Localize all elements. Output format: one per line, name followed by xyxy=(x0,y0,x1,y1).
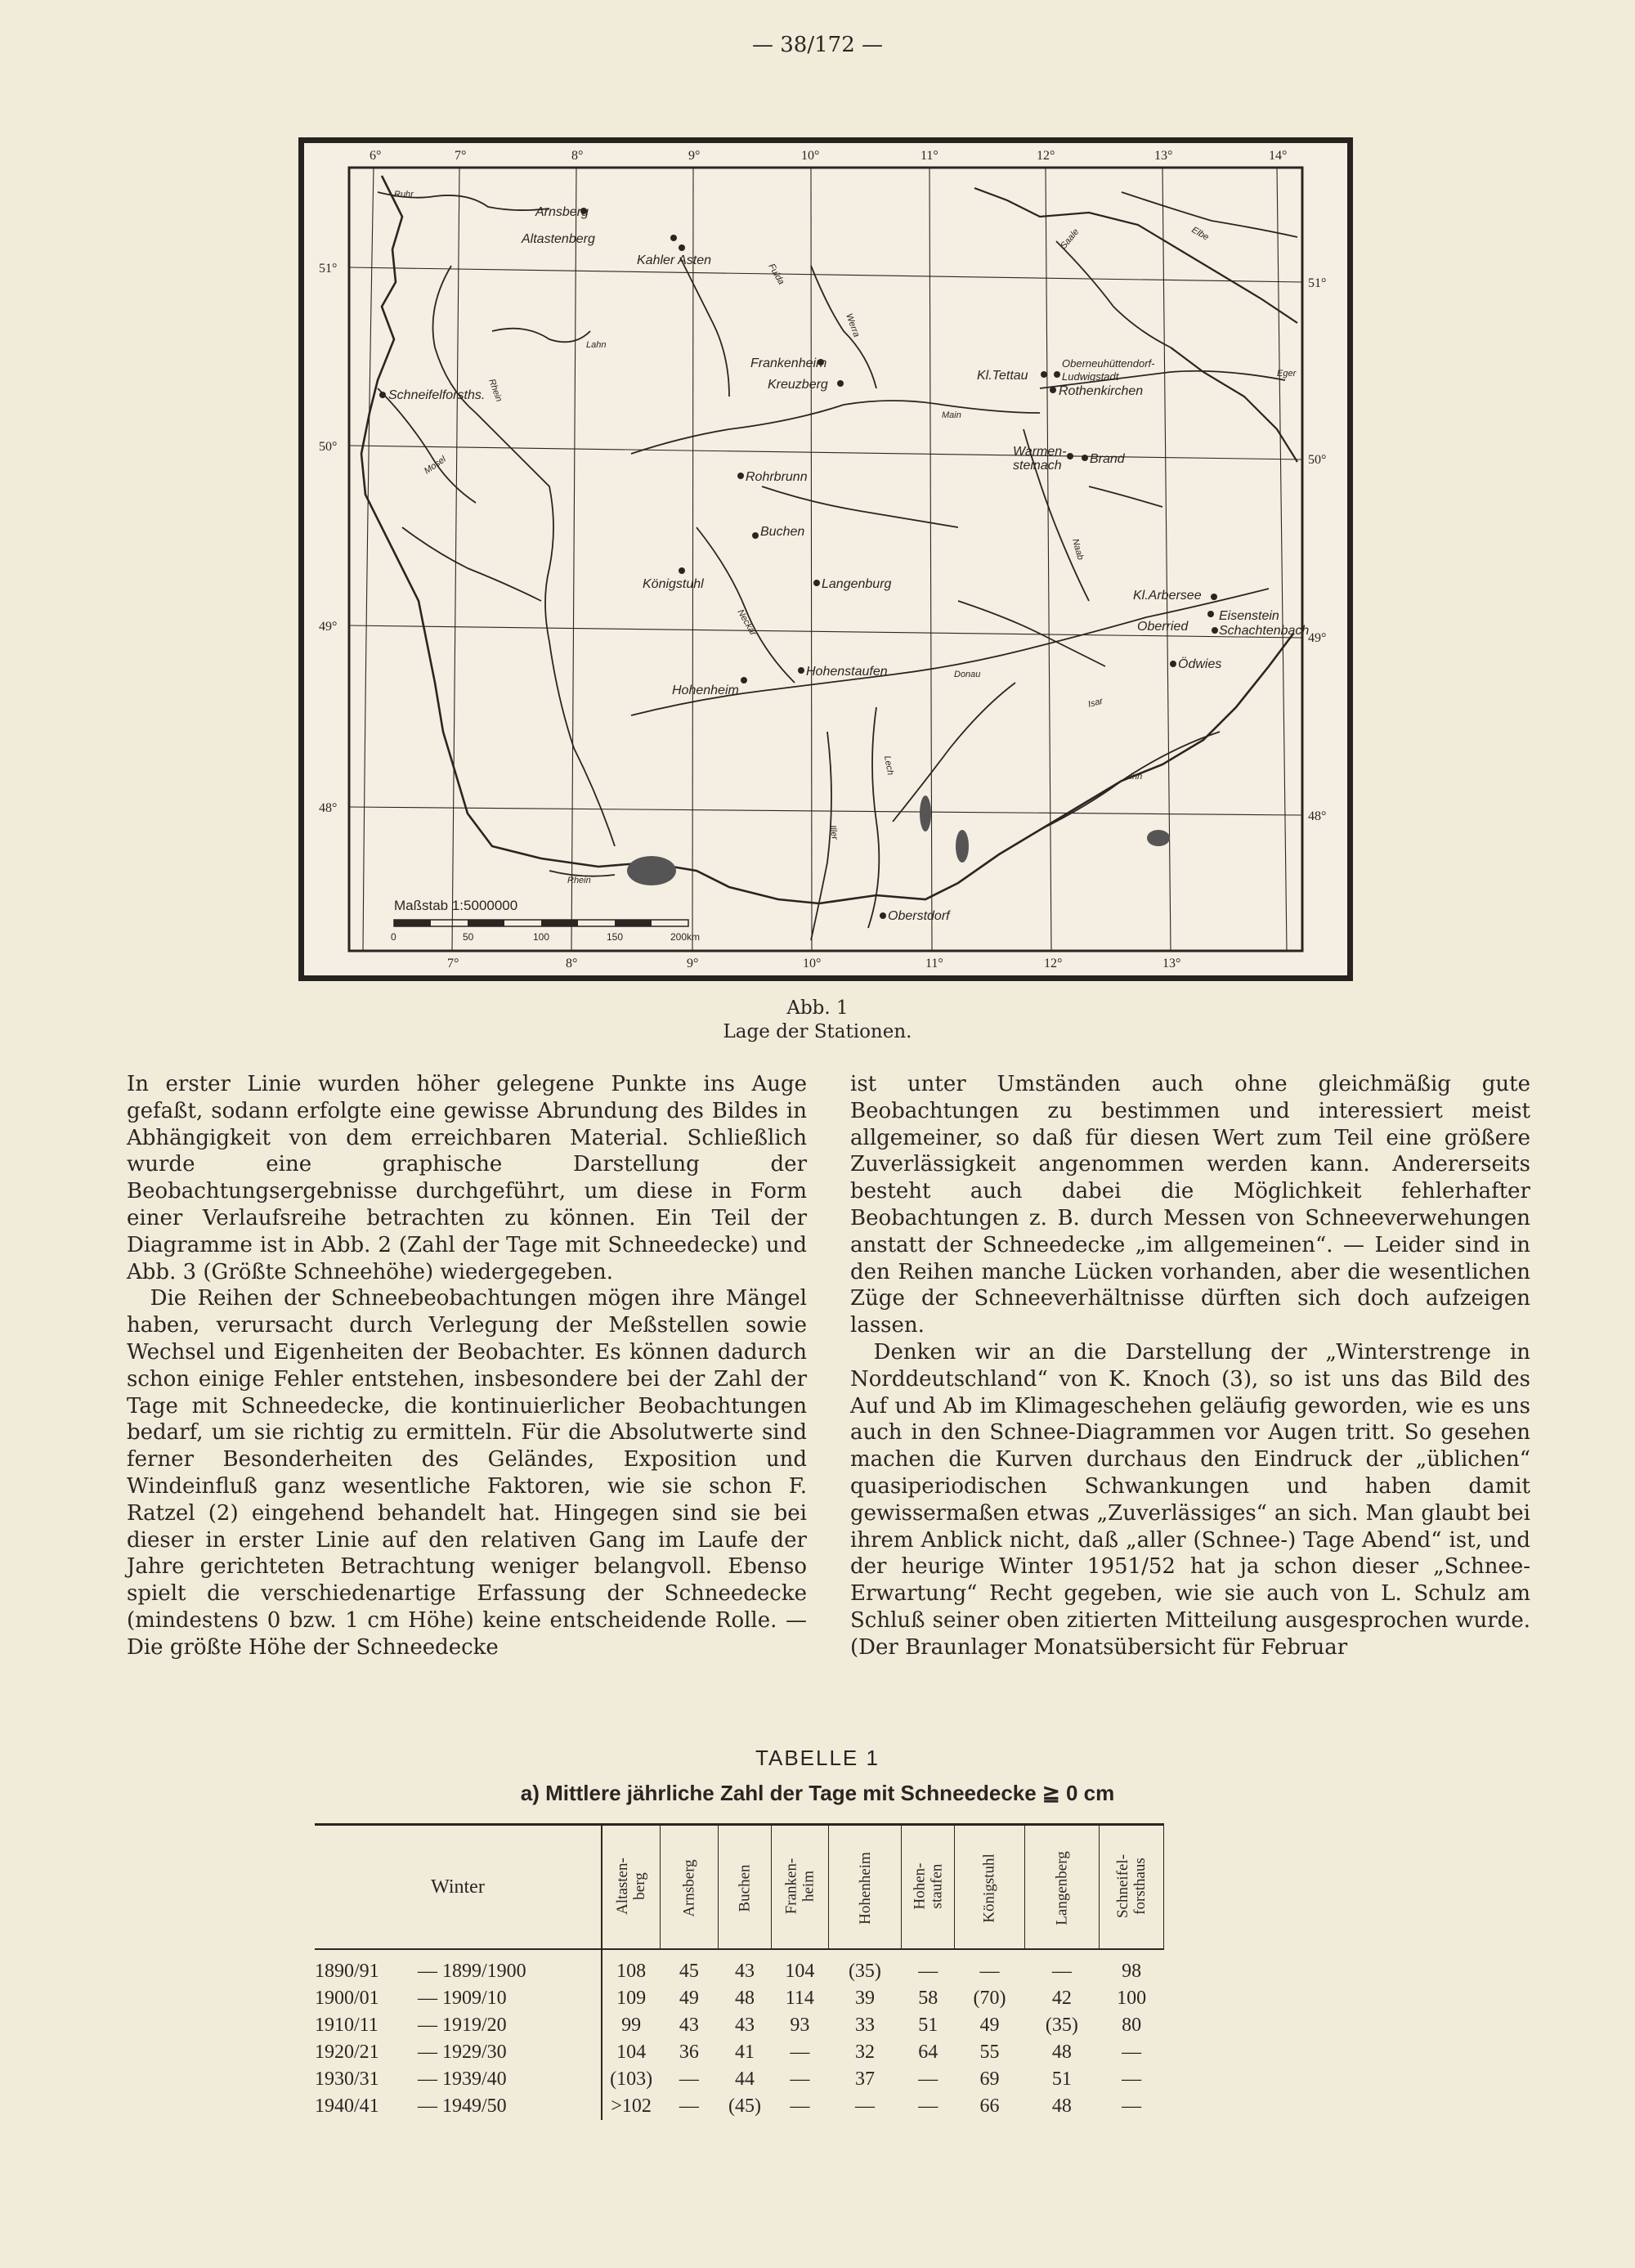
station-dot xyxy=(837,380,844,387)
winter-cell xyxy=(315,2066,602,2093)
station-label: Frankenheim xyxy=(750,356,827,370)
winter-cell xyxy=(315,2093,602,2120)
paragraph: In erster Linie wurden höher gelegene Punkte ins Auge gefaßt, sodann erfolgte eine gewisse Abrundung des Bildes in Abhängigkeit von dem erreichbaren Material. Schließlich wurde eine graphische Darstellung der Beobachtungsergebnisse durchgeführt, um diese in Form einer Verlaufsreihe betrachten zu können. Ein Teil der Diagramme ist in Abb. 2 (Zahl der Tage mit Schneedecke) und Abb. 3 (Größte Schneehöhe) wiedergegeben. xyxy=(127,1072,807,1284)
station-dot xyxy=(679,244,685,251)
value-cell: 36 xyxy=(679,2042,699,2063)
station-label: Buchen xyxy=(760,525,805,539)
winter-from: 1900/01 xyxy=(315,1988,379,2009)
map-scale-tick: 0 xyxy=(391,931,396,943)
value-cell: 100 xyxy=(1117,1988,1147,2009)
station-label: Altastenberg xyxy=(522,232,595,246)
value-cell: 98 xyxy=(1122,1961,1142,1982)
value-cell: — xyxy=(918,1961,938,1982)
river-label: Naab xyxy=(1070,537,1086,562)
map-top-lon: 11° xyxy=(921,149,938,163)
winter-cell xyxy=(315,1985,602,2012)
station-dot xyxy=(670,235,677,241)
value-cell: 51 xyxy=(918,2015,938,2036)
value-cell: 58 xyxy=(918,1988,938,2009)
value-cell: 108 xyxy=(616,1961,647,1982)
value-cell: 104 xyxy=(785,1961,815,1982)
map-scale-tick: 200km xyxy=(670,931,701,943)
map-scale-bar xyxy=(394,920,688,926)
table-row xyxy=(315,2066,1164,2093)
value-cell: 55 xyxy=(979,2042,1000,2063)
station-dot xyxy=(379,392,386,398)
river-label: Neckar xyxy=(735,607,759,638)
value-cell: 49 xyxy=(679,1988,699,2009)
station-dot xyxy=(880,912,886,919)
value-cell: — xyxy=(854,2095,875,2117)
map-top-lon: 9° xyxy=(688,149,701,163)
station-label: Warmen- xyxy=(1013,445,1067,459)
station-label: Ödwies xyxy=(1178,657,1222,671)
value-cell: 80 xyxy=(1122,2015,1142,2036)
station-header: Königstuhl xyxy=(955,1825,1024,1950)
map-scale-label: Maßstab 1:5000000 xyxy=(394,898,518,913)
value-cell: — xyxy=(679,2069,699,2090)
map-top-lon: 7° xyxy=(455,149,467,163)
table-row xyxy=(315,2093,1164,2120)
river-label: Elbe xyxy=(1189,225,1211,243)
river-label: Rhein xyxy=(567,876,591,885)
winter-cell xyxy=(315,2012,602,2039)
station-label: Kahler Asten xyxy=(637,253,712,267)
value-cell: 93 xyxy=(790,2015,810,2036)
river-label: Lech xyxy=(882,755,896,777)
station-dot xyxy=(737,473,744,479)
station-map-svg xyxy=(304,143,1347,975)
value-cell: (70) xyxy=(973,1988,1006,2009)
winter-header: Winter xyxy=(315,1825,602,1950)
lake-starnberger xyxy=(956,830,969,863)
value-cell: 104 xyxy=(616,2042,647,2063)
table-title: TABELLE 1 xyxy=(755,1746,880,1770)
value-cell: 99 xyxy=(621,2015,642,2036)
value-cell: — xyxy=(679,2095,699,2117)
figure-caption-number: Abb. 1 xyxy=(786,997,849,1019)
map-bottom-lon: 10° xyxy=(803,957,822,970)
map-left-lat: 49° xyxy=(319,620,338,634)
value-cell: — xyxy=(918,2069,938,2090)
winter-from: 1910/11 xyxy=(315,2015,379,2036)
lake-ammersee xyxy=(920,796,931,831)
station-dot xyxy=(1211,594,1217,600)
value-cell: (45) xyxy=(728,2095,761,2117)
value-cell: 109 xyxy=(616,1988,647,2009)
river-label: Ruhr xyxy=(394,190,414,199)
value-cell: — xyxy=(1122,2095,1142,2117)
paragraph: ist unter Umständen auch ohne gleichmäßig gute Beobachtungen zu bestimmen und interessiert meist allgemeiner, so daß für diesen Wert zum Teil eine größere Zuverlässigkeit angenommen werden kann. Andererseits besteht auch dabei die Möglichkeit fehlerhafter Beobachtungen z. B. durch Messen von Schneeverwehungen anstatt der Schneedecke „im allgemeinen“. — Leider sind in den Reihen manche Lücken vorhanden, aber die wesentlichen Züge der Schneeverhältnisse dürften sich doch aufzeigen lassen. xyxy=(850,1072,1530,1338)
value-cell: 33 xyxy=(854,2015,875,2036)
winter-dash: — xyxy=(418,1988,437,2009)
winter-to: 1949/50 xyxy=(442,2095,507,2117)
map-bottom-lon: 12° xyxy=(1044,957,1063,970)
map-right-lat: 51° xyxy=(1308,276,1327,290)
table-row xyxy=(315,2039,1164,2066)
station-dot xyxy=(1041,371,1047,378)
text-column-left xyxy=(127,1071,807,1661)
station-label: Langenburg xyxy=(822,577,892,591)
value-cell: 39 xyxy=(854,1988,875,2009)
station-label: Kreuzberg xyxy=(768,378,828,392)
map-right-lat: 49° xyxy=(1308,631,1327,645)
winter-to: 1919/20 xyxy=(442,2015,507,2036)
lake-bodensee xyxy=(627,856,676,885)
station-label: Kl.Tettau xyxy=(977,369,1028,383)
winter-to: 1909/10 xyxy=(442,1988,507,2009)
map-left-lat: 50° xyxy=(319,440,338,454)
winter-cell xyxy=(315,1949,602,1985)
river-label: Eger xyxy=(1277,369,1297,379)
value-cell: 48 xyxy=(735,1988,755,2009)
value-cell: 44 xyxy=(735,2069,755,2090)
map-left-lat: 48° xyxy=(319,801,338,815)
lake-chiemsee xyxy=(1147,830,1170,846)
value-cell: (35) xyxy=(848,1961,881,1982)
winter-to: 1939/40 xyxy=(442,2069,507,2090)
station-dot xyxy=(1054,371,1060,378)
value-cell: (35) xyxy=(1045,2015,1078,2036)
text-column-right xyxy=(850,1071,1530,1661)
river-label: Isar xyxy=(1086,696,1104,710)
station-label: Kl.Arbersee xyxy=(1133,589,1202,603)
winter-from: 1920/21 xyxy=(315,2042,379,2063)
value-cell: — xyxy=(790,2069,810,2090)
value-cell: — xyxy=(790,2095,810,2117)
value-cell: 37 xyxy=(854,2069,875,2090)
river-label: Werra xyxy=(844,312,862,338)
paragraph: Denken wir an die Darstellung der „Winterstrenge in Norddeutschland“ von K. Knoch (3), so ist uns das Bild des Auf und Ab im Klimageschehen geläufig geworden, wie es uns auch in den Schnee-Diagrammen vor Augen tritt. So gesehen machen die Kurven durchaus den Eindruck der „üblichen“ quasiperiodischen Schwankungen und haben damit gewissermaßen etwas „Zuverlässiges“ an sich. Man glaubt bei ihrem Anblick nicht, daß „aller (Schnee-) Tage Abend“ ist, und der heurige Winter 1951/52 hat ja schon dieser „Schnee-Erwartung“ Recht gegeben, wie sie auch von L. Schulz am Schluß seiner oben zitierten Mitteilung ausgesprochen wurde. (Der Braunlager Monatsübersicht für Februar xyxy=(850,1339,1530,1660)
value-cell: 64 xyxy=(918,2042,938,2063)
map-top-lon: 14° xyxy=(1269,149,1288,163)
value-cell: — xyxy=(1122,2069,1142,2090)
table-row xyxy=(315,1949,1164,1985)
map-scale-tick: 100 xyxy=(533,931,550,943)
map-left-lat: 51° xyxy=(319,262,338,276)
value-cell: 51 xyxy=(1051,2069,1072,2090)
winter-from: 1930/31 xyxy=(315,2069,379,2090)
station-label: Hohenstaufen xyxy=(806,665,888,679)
winter-to: 1899/1900 xyxy=(442,1961,526,1982)
station-label: Ludwigstadt xyxy=(1062,370,1119,383)
river-label: Iller xyxy=(827,824,840,840)
winter-from: 1940/41 xyxy=(315,2095,379,2117)
river-label: Mosel xyxy=(422,454,448,477)
value-cell: 32 xyxy=(854,2042,875,2063)
station-label: Oberneuhüttendorf- xyxy=(1062,357,1155,370)
station-label: Brand xyxy=(1090,452,1125,466)
station-label: Hohenheim xyxy=(672,684,739,697)
river-label: Rhein xyxy=(486,377,504,404)
map-bottom-lon: 11° xyxy=(925,957,943,970)
winter-to: 1929/30 xyxy=(442,2042,507,2063)
station-label: Oberstdorf xyxy=(888,909,950,923)
value-cell: 42 xyxy=(1051,1988,1072,2009)
station-dot xyxy=(798,667,804,674)
station-header: Hohen- staufen xyxy=(902,1825,955,1950)
table-body xyxy=(315,1949,1164,2120)
value-cell: 114 xyxy=(785,1988,814,2009)
station-dot xyxy=(741,677,747,684)
station-label: Rothenkirchen xyxy=(1059,384,1144,398)
map-right-lat: 48° xyxy=(1308,809,1327,823)
map-bottom-lon: 9° xyxy=(687,957,699,970)
map-top-lon: 10° xyxy=(801,149,820,163)
winter-dash: — xyxy=(418,2095,437,2117)
station-header: Buchen xyxy=(719,1825,772,1950)
station-header: Franken- heim xyxy=(772,1825,829,1950)
value-cell: 48 xyxy=(1051,2042,1072,2063)
map-top-lon: 12° xyxy=(1037,149,1055,163)
figure-caption-title: Lage der Stationen. xyxy=(723,1021,912,1042)
value-cell: 49 xyxy=(979,2015,1000,2036)
map-border xyxy=(361,176,1293,903)
station-label: Schneifelforsths. xyxy=(388,388,486,402)
map-bottom-lon: 13° xyxy=(1162,957,1181,970)
station-label: Oberried xyxy=(1137,620,1189,634)
value-cell: 43 xyxy=(679,2015,699,2036)
winter-from: 1890/91 xyxy=(315,1961,379,1982)
map-bottom-lon: 8° xyxy=(566,957,578,970)
map-bottom-lon: 7° xyxy=(447,957,459,970)
value-cell: 43 xyxy=(735,1961,755,1982)
station-dot xyxy=(1212,627,1218,634)
winter-dash: — xyxy=(418,1961,437,1982)
station-header: Hohenheim xyxy=(828,1825,902,1950)
winter-dash: — xyxy=(418,2042,437,2063)
value-cell: >102 xyxy=(611,2095,652,2117)
value-cell: — xyxy=(979,1961,1000,1982)
table-row xyxy=(315,2012,1164,2039)
winter-cell xyxy=(315,2039,602,2066)
value-cell: 66 xyxy=(979,2095,1000,2117)
value-cell: 45 xyxy=(679,1961,699,1982)
value-cell: 69 xyxy=(979,2069,1000,2090)
station-dot xyxy=(1050,387,1056,393)
map-right-lat: 50° xyxy=(1308,453,1327,467)
snow-table xyxy=(315,1823,1164,2120)
station-dot xyxy=(752,532,759,539)
page-header: — 38/172 — xyxy=(752,33,883,57)
value-cell: — xyxy=(918,2095,938,2117)
station-header: Altasten- berg xyxy=(602,1825,660,1950)
map-top-lon: 6° xyxy=(370,149,382,163)
station-label: Königstuhl xyxy=(643,577,704,591)
value-cell: 43 xyxy=(735,2015,755,2036)
value-cell: (103) xyxy=(610,2069,653,2090)
station-dot xyxy=(1067,453,1073,459)
table-header-row xyxy=(315,1825,1164,1950)
value-cell: 41 xyxy=(735,2042,755,2063)
station-dot xyxy=(679,567,685,574)
station-label: Arnsberg xyxy=(535,205,589,219)
station-dot xyxy=(1170,661,1176,667)
value-cell: — xyxy=(790,2042,810,2063)
station-header: Arnsberg xyxy=(660,1825,718,1950)
river-label: Lahn xyxy=(586,340,607,350)
table-subtitle: a) Mittlere jährliche Zahl der Tage mit Schneedecke ≧ 0 cm xyxy=(520,1781,1115,1805)
station-header: Schneifel- forsthaus xyxy=(1100,1825,1164,1950)
station-dot xyxy=(1082,455,1088,461)
station-label: Rohrbrunn xyxy=(746,470,808,484)
winter-dash: — xyxy=(418,2015,437,2036)
station-header: Langenberg xyxy=(1024,1825,1099,1950)
map-scale-tick: 50 xyxy=(463,931,474,943)
value-cell: 48 xyxy=(1051,2095,1072,2117)
river-label: Donau xyxy=(954,670,981,679)
station-label: steinach xyxy=(1013,459,1062,473)
paragraph: Die Reihen der Schneebeobachtungen mögen ihre Mängel haben, verursacht durch Verlegung der Meßstellen sowie Wechsel und Eigenheiten der Beobachter. Es können dadurch schon einige Fehler entstehen, insbesondere bei der Zahl der Tage mit Schneedecke, die kontinuierlicher Beobachtungen bedarf, um sie richtig zu ermitteln. Für die Absolutwerte sind ferner Besonderheiten des Geländes, Exposition und Windeinfluß ganz wesentliche Faktoren, wie sie schon F. Ratzel (2) eingehend behandelt hat. Hingegen sind sie bei dieser in erster Linie auf den relativen Gang im Laufe der Jahre gerichteten Betrachtung weniger belangvoll. Ebenso spielt die verschiedenartige Erfassung der Schneedecke (mindestens 0 bzw. 1 cm Höhe) keine entscheidende Rolle. — Die größte Höhe der Schneedecke xyxy=(127,1286,807,1660)
value-cell: — xyxy=(1122,2042,1142,2063)
station-dot xyxy=(813,580,820,586)
winter-dash: — xyxy=(418,2069,437,2090)
map-top-lon: 13° xyxy=(1154,149,1173,163)
value-cell: — xyxy=(1051,1961,1072,1982)
station-label: Schachtenbach xyxy=(1219,624,1310,638)
station-map xyxy=(298,137,1353,981)
river-label: Inn xyxy=(1130,772,1143,782)
table-row xyxy=(315,1985,1164,2012)
river-label: Main xyxy=(942,410,961,420)
river-label: Fulda xyxy=(766,262,786,287)
station-dot xyxy=(1207,611,1214,617)
map-scale-tick: 150 xyxy=(607,931,624,943)
station-label: Eisenstein xyxy=(1219,609,1279,623)
map-top-lon: 8° xyxy=(571,149,584,163)
river-label: Saale xyxy=(1059,226,1082,251)
